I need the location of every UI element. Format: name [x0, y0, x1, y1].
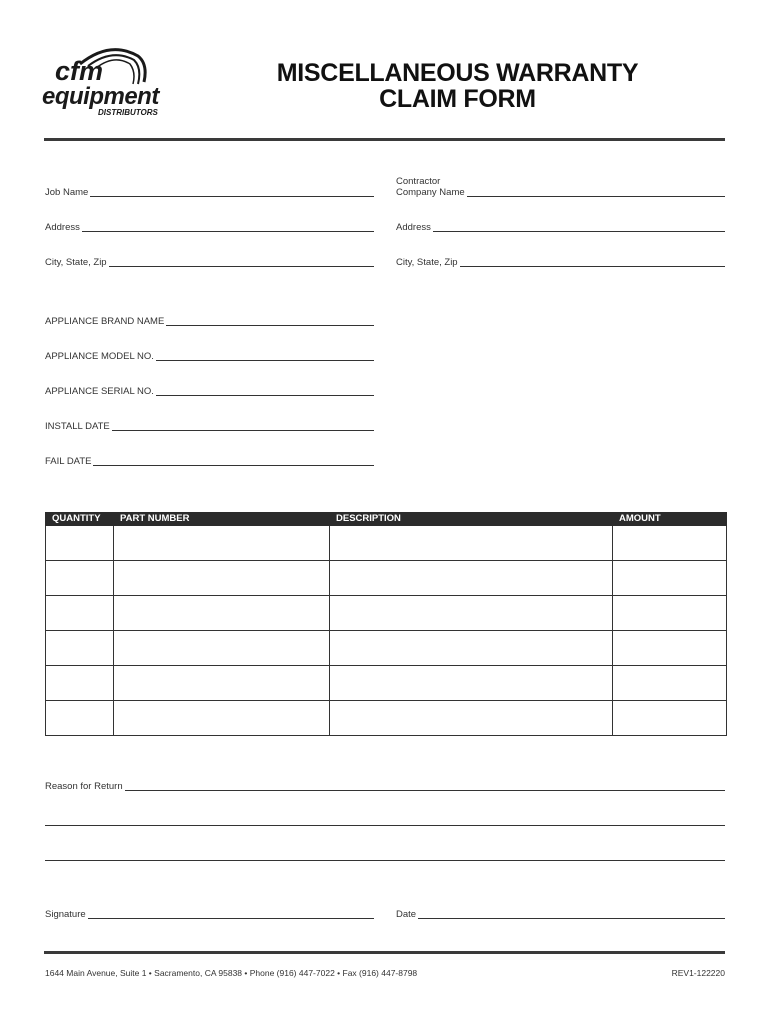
part-number-cell[interactable]	[114, 666, 330, 701]
description-cell[interactable]	[330, 526, 613, 561]
job-name-label: Job Name	[45, 187, 89, 198]
contractor-company-line[interactable]	[467, 196, 725, 197]
title-line-1: MISCELLANEOUS WARRANTY	[276, 59, 639, 87]
logo-cfm: cfm	[55, 56, 104, 86]
install-date-label: INSTALL DATE	[45, 421, 110, 432]
signature-field[interactable]	[45, 909, 374, 920]
fail-date-line[interactable]	[93, 465, 374, 466]
serial-line[interactable]	[156, 395, 374, 396]
quantity-cell[interactable]	[46, 596, 114, 631]
date-field[interactable]	[396, 909, 725, 920]
amount-cell[interactable]	[613, 631, 727, 666]
address-left-label: Address	[45, 222, 80, 233]
header-quantity: QUANTITY	[46, 513, 114, 526]
amount-cell[interactable]	[613, 526, 727, 561]
title-line-2: CLAIM FORM	[379, 85, 536, 113]
city-right-label: City, State, Zip	[396, 257, 458, 268]
model-line[interactable]	[156, 360, 374, 361]
reason-field[interactable]	[45, 781, 725, 792]
table-row	[46, 701, 727, 736]
parts-table-header	[46, 513, 727, 526]
contractor-company-field[interactable]	[396, 187, 725, 198]
quantity-cell[interactable]	[46, 701, 114, 736]
description-cell[interactable]	[330, 631, 613, 666]
address-right-line[interactable]	[433, 231, 725, 232]
reason-label: Reason for Return	[45, 781, 123, 792]
date-label: Date	[396, 909, 417, 920]
part-number-cell[interactable]	[114, 631, 330, 666]
address-right-field[interactable]	[396, 222, 725, 233]
description-cell[interactable]	[330, 701, 613, 736]
contractor-label-top: Contractor	[396, 176, 441, 187]
part-number-cell[interactable]	[114, 526, 330, 561]
brand-line[interactable]	[166, 325, 374, 326]
description-cell[interactable]	[330, 561, 613, 596]
footer-divider	[44, 951, 725, 954]
date-line[interactable]	[418, 918, 725, 919]
table-row	[46, 596, 727, 631]
part-number-cell[interactable]	[114, 561, 330, 596]
reason-line-1[interactable]	[125, 790, 725, 791]
table-row	[46, 561, 727, 596]
job-name-line[interactable]	[90, 196, 374, 197]
quantity-cell[interactable]	[46, 666, 114, 701]
description-cell[interactable]	[330, 666, 613, 701]
description-cell[interactable]	[330, 596, 613, 631]
footer-address: 1644 Main Avenue, Suite 1 • Sacramento, CA 95838 • Phone (916) 447-7022 • Fax (916) 447-8798	[45, 968, 418, 978]
city-right-field[interactable]	[396, 257, 725, 268]
amount-cell[interactable]	[613, 596, 727, 631]
quantity-cell[interactable]	[46, 631, 114, 666]
address-right-label: Address	[396, 222, 431, 233]
header-amount: AMOUNT	[613, 513, 727, 526]
fail-date-field[interactable]	[45, 456, 374, 467]
brand-field[interactable]	[45, 316, 374, 327]
table-row	[46, 631, 727, 666]
parts-table	[45, 512, 727, 736]
signature-line[interactable]	[88, 918, 374, 919]
part-number-cell[interactable]	[114, 596, 330, 631]
job-name-field[interactable]	[45, 187, 374, 198]
address-left-line[interactable]	[82, 231, 374, 232]
part-number-cell[interactable]	[114, 701, 330, 736]
amount-cell[interactable]	[613, 666, 727, 701]
model-label: APPLIANCE MODEL NO.	[45, 351, 154, 362]
form-title	[230, 60, 685, 112]
cfm-equipment-logo	[40, 42, 175, 122]
city-left-label: City, State, Zip	[45, 257, 107, 268]
quantity-cell[interactable]	[46, 561, 114, 596]
header-part-number: PART NUMBER	[114, 513, 330, 526]
header-description: DESCRIPTION	[330, 513, 613, 526]
table-row	[46, 526, 727, 561]
city-right-line[interactable]	[460, 266, 725, 267]
install-date-field[interactable]	[45, 421, 374, 432]
amount-cell[interactable]	[613, 561, 727, 596]
logo-equipment: equipment	[42, 83, 159, 110]
table-row	[46, 666, 727, 701]
amount-cell[interactable]	[613, 701, 727, 736]
city-left-field[interactable]	[45, 257, 374, 268]
header-divider	[44, 138, 725, 141]
fail-date-label: FAIL DATE	[45, 456, 92, 467]
serial-field[interactable]	[45, 386, 374, 397]
address-left-field[interactable]	[45, 222, 374, 233]
model-field[interactable]	[45, 351, 374, 362]
reason-line-2[interactable]	[45, 825, 725, 826]
footer-revision: REV1-122220	[671, 968, 725, 978]
reason-line-3[interactable]	[45, 860, 725, 861]
serial-label: APPLIANCE SERIAL NO.	[45, 386, 154, 397]
logo-distributors: DISTRIBUTORS	[98, 108, 158, 117]
signature-label: Signature	[45, 909, 86, 920]
contractor-company-label: Company Name	[396, 187, 465, 198]
quantity-cell[interactable]	[46, 526, 114, 561]
city-left-line[interactable]	[109, 266, 374, 267]
install-date-line[interactable]	[112, 430, 374, 431]
brand-label: APPLIANCE BRAND NAME	[45, 316, 165, 327]
